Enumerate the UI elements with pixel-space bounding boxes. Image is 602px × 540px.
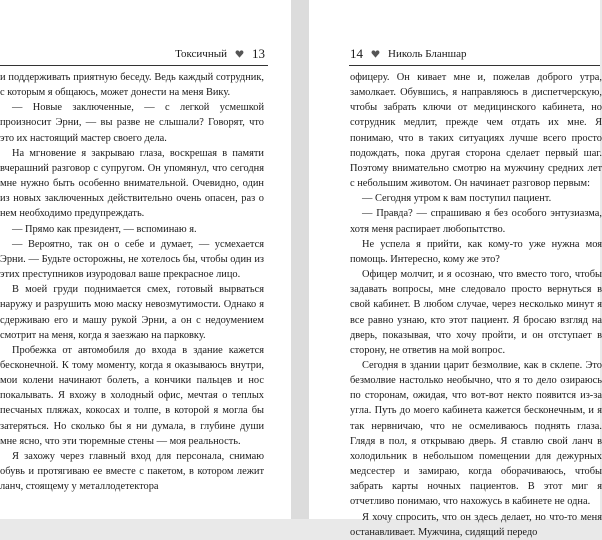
paragraph: Я захожу через главный вход для персонала, снимаю обувь и протягиваю ее вместе с пакетом, в котором лежит ланч, стоящему у металлодетектора (0, 450, 264, 493)
paragraph: — Прямо как президент, — вспоминаю я. (12, 223, 197, 235)
right-page-header (350, 46, 467, 62)
heart-ornament-icon (235, 49, 244, 59)
paragraph: офицеру. Он кивает мне и, пожелав доброго утра, замолкает. Обувшись, я направляюсь в диспетчерскую, чтобы забрать ключи от медицинского кабинета, но сотрудник медлит, прежде чем отдать их мне. Я понимаю, что в таких ситуациях лучше всего просто подождать, пока другая сторона сделает первый шаг. Поэтому внимательно смотрю на мужчину средних лет с небольшим животом. Он начинает разговор первым: (350, 72, 602, 190)
header-rule (349, 65, 600, 66)
paragraph: — Сегодня утром к вам поступил пациент. (362, 193, 552, 205)
paragraph: Пробежка от автомобиля до входа в здание кажется бесконечной. К тому моменту, когда я оказываюсь внутри, мои колени начинают болеть, а кончики пальцев и нос покалывать. Я вхожу в холодный офис, мечтая о теплых песчаных пляжах, кокосах и толпе, в которой я могла бы затеряться. Но сколько бы я ни думала, в глубине души мне ясно, что эти тюремные стены — моя реальность. (0, 344, 264, 447)
paragraph: — Правда? — спрашиваю я без особого энтузиазма, хотя меня распирает любопытство. (350, 208, 602, 235)
paragraph: Сегодня в здании царит безмолвие, как в склепе. Это безмолвие настолько необычно, что я то дело озираюсь по сторонам, ожидая, что вот-вот некто появится из-за угла. Путь до моего кабинета кажется бесконечным, и я так нервничаю, что не осмеливаюсь поднять глаза. Глядя в пол, я открываю дверь. Я ставлю свой ланч в холодильник в небольшом помещении для дежурных медсестер и замираю, когда оборачиваюсь, чтобы забрать карты ночных пациентов. В этот миг я отчетливо понимаю, что нахожусь в кабинете не одна. (350, 359, 602, 508)
paragraph: Офицер молчит, и я осознаю, что вместо того, чтобы задавать вопросы, мне следовало просто вернуться в свой кабинет. В любом случае, через несколько минут я все равно узнаю, кто этот пациент. Я бросаю взгляд на дверь, показывая, что хочу пройти, и он отступает в сторону, не ответив на мой вопрос. (350, 269, 602, 356)
body-text (350, 70, 602, 540)
paragraph: В моей груди поднимается смех, готовый вырваться наружу и разрушить мою маску невозмутимости. Однако я сдерживаю его и машу рукой Эрни, а он с недоумением смотрит на меня, когда я заезжаю на парковку. (0, 284, 264, 341)
page-number: 13 (252, 46, 265, 61)
header-rule (0, 65, 268, 66)
left-page-header (175, 46, 265, 62)
paragraph: Я хочу спросить, что он здесь делает, но что-то меня останавливает. Мужчина, сидящий передо (350, 511, 602, 538)
right-page (309, 0, 602, 538)
page-number: 14 (350, 46, 363, 61)
paragraph: — Новые заключенные, — с легкой усмешкой произносит Эрни, — вы разве не слышали? Говорят, что это их настоящий мастер своего дела. (0, 102, 264, 144)
running-title: Николь Бланшар (388, 48, 467, 60)
body-text (0, 70, 264, 494)
running-title: Токсичный (175, 48, 227, 60)
paragraph: — Вероятно, так он о себе и думает, — усмехается Эрни. — Будьте осторожны, не хотелось бы, чтобы один из этих преступников изуродовал ваше прекрасное лицо. (0, 238, 264, 281)
page-gutter (291, 0, 309, 519)
paragraph: На мгновение я закрываю глаза, воскрешая в памяти вчерашний разговор с супругом. Он упомянул, что сегодня мне нужно быть особенно внимательной. Очевидно, один из новых заключенных действительно очень опасен, раз о нем необходимо предупреждать. (0, 147, 264, 220)
paragraph: и поддерживать приятную беседу. Ведь каждый сотрудник, с которым я общаюсь, может донести на меня Вику. (0, 72, 264, 99)
paragraph: Не успела я прийти, как кому-то уже нужна моя помощь. Интересно, кому же это? (350, 238, 602, 265)
heart-ornament-icon (371, 49, 380, 59)
left-page (0, 0, 291, 519)
